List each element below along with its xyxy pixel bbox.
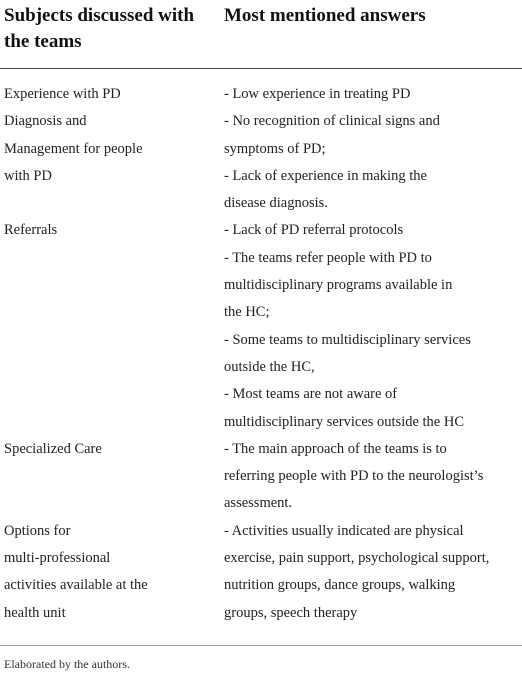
- table-row: [4, 217, 518, 435]
- answer-cell: [224, 81, 518, 217]
- answer-line: symptoms of PD;: [224, 140, 326, 157]
- answer-cell: [224, 217, 518, 435]
- answer-line: - Lack of experience in making the: [224, 167, 427, 184]
- table-row: [4, 518, 518, 627]
- answer-line: groups, speech therapy: [224, 604, 358, 621]
- subject-line: with PD: [4, 167, 52, 184]
- subject-line: Management for people: [4, 140, 143, 157]
- answer-line: exercise, pain support, psychological support,: [224, 550, 490, 567]
- answer-line: the HC;: [224, 304, 270, 321]
- subject-cell: [4, 436, 224, 518]
- answer-line: disease diagnosis.: [224, 195, 328, 212]
- footnote-rule: [0, 645, 522, 646]
- subject-line: Experience with PD: [4, 86, 121, 102]
- answer-line: outside the HC,: [224, 358, 315, 375]
- subject-line: Diagnosis and: [4, 113, 87, 130]
- subject-line: Referrals: [4, 222, 58, 239]
- subject-line: Options for: [4, 522, 71, 539]
- table-row: [4, 436, 518, 518]
- footnote: Elaborated by the authors.: [4, 657, 130, 671]
- answer-line: - The teams refer people with PD to: [224, 249, 432, 266]
- subject-line: activities available at the: [4, 577, 148, 594]
- subject-cell: [4, 217, 224, 435]
- answer-line: - Low experience in treating PD: [224, 86, 411, 102]
- table-row: [4, 81, 518, 217]
- subject-cell: [4, 518, 224, 627]
- answer-line: multidisciplinary programs available in: [224, 277, 453, 294]
- table-body: [0, 69, 522, 627]
- answer-line: - Some teams to multidisciplinary services: [224, 331, 471, 348]
- header-subjects: Subjects discussed with the teams: [4, 5, 195, 52]
- answer-cell: [224, 518, 518, 627]
- answer-line: - The main approach of the teams is to: [224, 440, 447, 457]
- answer-cell: [224, 436, 518, 518]
- subject-cell: [4, 81, 224, 217]
- answer-line: - No recognition of clinical signs and: [224, 113, 440, 130]
- answer-line: - Activities usually indicated are physical: [224, 522, 464, 539]
- answer-line: assessment.: [224, 495, 293, 512]
- subject-line: multi-professional: [4, 550, 111, 567]
- answer-line: - Most teams are not aware of: [224, 386, 398, 403]
- answer-line: - Lack of PD referral protocols: [224, 222, 404, 239]
- subject-line: health unit: [4, 604, 66, 621]
- table-header: [0, 2, 522, 68]
- answer-line: multidisciplinary services outside the HC: [224, 413, 465, 430]
- header-answers: Most mentioned answers: [224, 5, 426, 26]
- subject-line: Specialized Care: [4, 440, 102, 457]
- answer-line: nutrition groups, dance groups, walking: [224, 577, 456, 594]
- answer-line: referring people with PD to the neurologist’s: [224, 468, 484, 485]
